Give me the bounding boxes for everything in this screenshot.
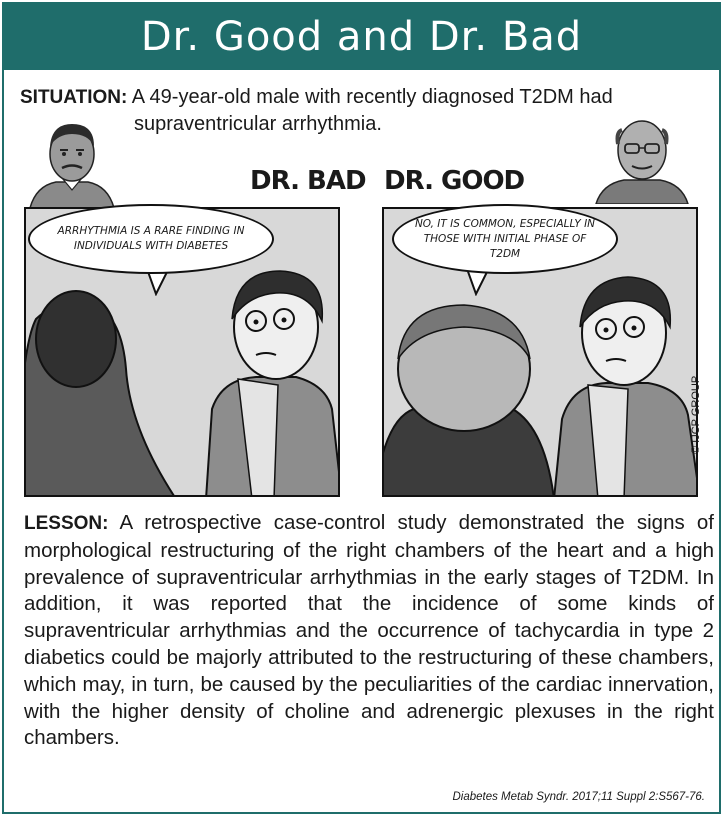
dr-good-portrait bbox=[594, 108, 690, 204]
dr-bad-name: DR. BAD bbox=[250, 166, 366, 196]
situation-text-continued: supraventricular arrhythmia. bbox=[134, 113, 382, 135]
citation: Diabetes Metab Syndr. 2017;11 Suppl 2:S567-76. bbox=[452, 791, 705, 803]
lesson-label: LESSON: bbox=[24, 513, 109, 534]
title-banner: Dr. Good and Dr. Bad bbox=[4, 4, 719, 70]
lesson-text: A retrospective case-control study demonstrated the signs of morphological restructuring of the right chambers of the heart and a high prevalence of supraventricular arrhythmias in the early stages of T2DM. In addition, it was reported that the incidence of some kinds of supraventricular arrhythmias and the occurrence of tachycardia in type 2 diabetics could be majorly attributed to the restructuring of these chambers, which may, in turn, be caused by the peculiarities of the cardiac innervation, with the higher density of choline and adrenergic plexuses in the right chambers. bbox=[24, 511, 714, 750]
dr-bad-portrait bbox=[26, 116, 118, 208]
lesson-block bbox=[24, 510, 714, 752]
copyright-label: © IJCP GROUP bbox=[690, 375, 702, 454]
situation-text: A 49-year-old male with recently diagnosed T2DM had bbox=[131, 86, 613, 108]
situation-label: SITUATION: bbox=[20, 87, 128, 108]
dr-bad-speech: ARRHYTHMIA IS A RARE FINDING IN INDIVIDUALS WITH DIABETES bbox=[28, 204, 274, 274]
dr-good-speech: NO, IT IS COMMON, ESPECIALLY IN THOSE WITH INITIAL PHASE OF T2DM bbox=[392, 204, 618, 274]
dr-good-name: DR. GOOD bbox=[384, 166, 525, 196]
cartoon-page bbox=[2, 2, 721, 814]
